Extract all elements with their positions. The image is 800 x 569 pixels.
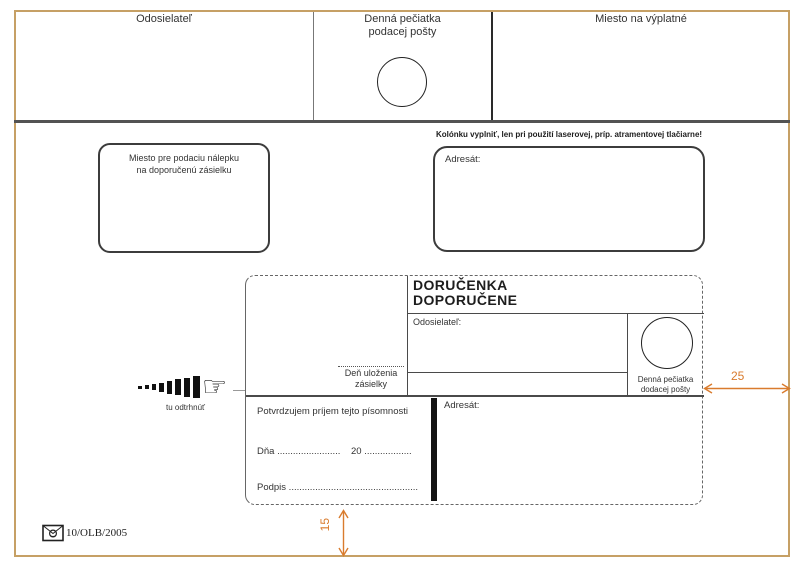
delivery-stamp-label (627, 375, 704, 394)
addressee-box-label: Adresát: (445, 154, 481, 165)
card-addressee-label: Adresát: (444, 400, 480, 411)
card-title-underline (407, 313, 704, 314)
storage-day-dotted-line (338, 366, 404, 367)
card-title-line2: DOPORUČENE (413, 292, 518, 308)
bottom-margin-dimension-value: 15 (318, 518, 332, 532)
header-divider-left (313, 12, 314, 121)
storage-day-label-line1: Deň uloženia (344, 368, 398, 378)
card-title (413, 278, 517, 308)
post-horn-envelope-icon (42, 524, 64, 542)
delivery-stamp-label-line1: Denná pečiatka (637, 375, 694, 384)
header-divider-right (491, 12, 493, 121)
card-sender-box-bottom-line (407, 372, 628, 373)
card-sender-label: Odosielateľ: (413, 317, 462, 327)
posting-sticker-box (98, 143, 270, 253)
card-title-line1: DORUČENKA (413, 277, 508, 293)
tear-line-tick (233, 390, 245, 391)
date-fill-line: Dňa ........................ 20 .................. (257, 446, 412, 457)
tear-here-hand-icon (138, 372, 236, 402)
right-margin-dimension-arrow (703, 382, 791, 395)
pointing-hand-icon: ☞ (202, 371, 228, 402)
delivery-stamp-circle (641, 317, 693, 369)
bottom-margin-dimension-arrow (337, 509, 350, 557)
header-stamp-label-line2: podacej pošty (368, 26, 437, 38)
printer-instruction-note: Kolónku vyplniť, len pri použití laserovej, príp. atramentovej tlačiarne! (435, 130, 703, 139)
header-stamp-label (313, 13, 492, 39)
tear-here-label: tu odtrhnúť (165, 403, 206, 412)
confirm-receipt-text: Potvrdzujem príjem tejto písomnosti (257, 406, 409, 417)
right-margin-dimension-value: 25 (731, 369, 745, 383)
header-separator-line (14, 120, 790, 123)
card-middle-separator-line (246, 395, 704, 397)
storage-day-label-line2: zásielky (354, 378, 387, 389)
header-sender-label: Odosielateľ (136, 13, 192, 25)
storage-day-label (330, 368, 412, 389)
signature-fill-line: Podpis ................................................. (257, 482, 419, 493)
posting-stamp-circle (377, 57, 427, 107)
thick-divider-bar (431, 398, 437, 501)
header-postage-label: Miesto na výplatné (595, 13, 687, 25)
delivery-stamp-label-line2: dodacej pošty (640, 384, 691, 394)
delivery-receipt-card (245, 275, 703, 505)
form-code: 10/OLB/2005 (66, 527, 128, 539)
posting-sticker-box-line2: na doporučenú zásielku (136, 165, 232, 175)
posting-sticker-box-line1: Miesto pre podaciu nálepku (128, 153, 240, 163)
addressee-box (433, 146, 705, 252)
header-stamp-label-line1: Denná pečiatka (364, 13, 441, 25)
